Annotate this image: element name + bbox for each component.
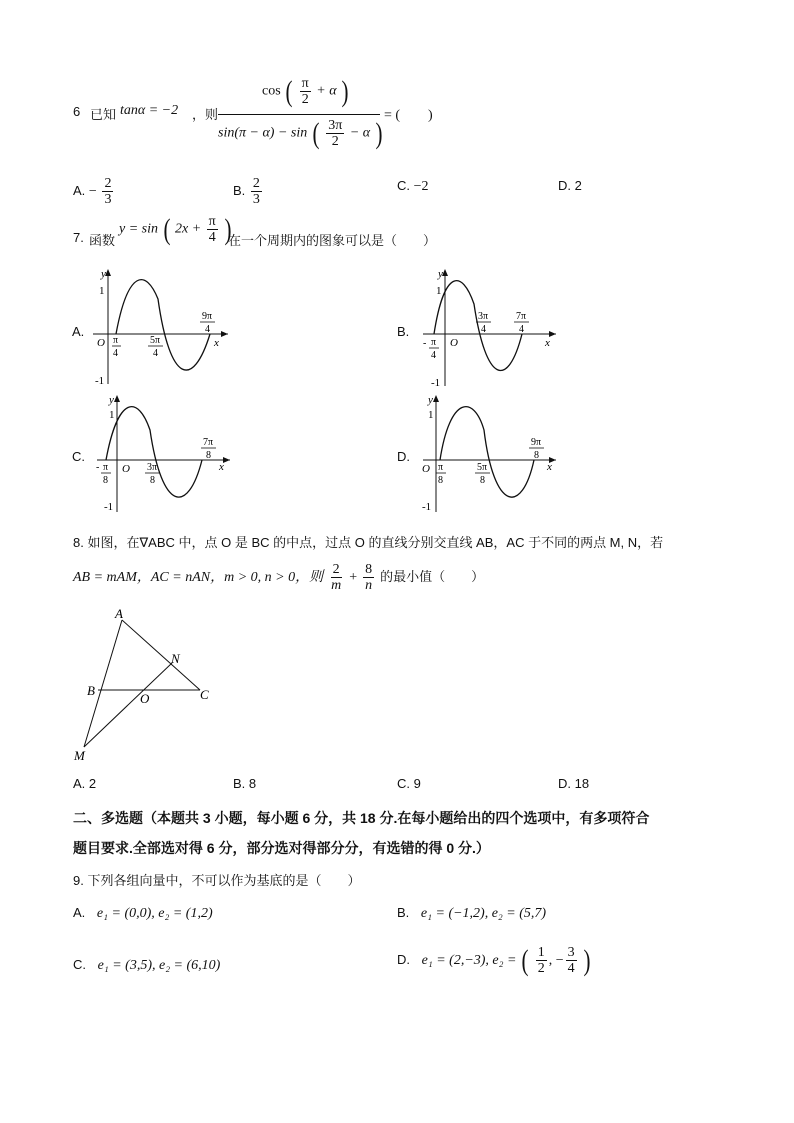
option-sign: −: [88, 183, 97, 199]
q6-option-c[interactable]: [397, 178, 429, 195]
q6-den-part1: sin(π − α) − sin: [218, 125, 308, 141]
q6-equals-blank: = ( ): [384, 108, 433, 123]
q7-graph-c[interactable]: [92, 390, 242, 515]
svg-text:4: 4: [519, 324, 524, 335]
y-one-label: 1: [436, 285, 442, 297]
q6-den-3pi: 3π: [328, 118, 343, 133]
option-label: C.: [73, 957, 86, 972]
q7-arg-pi: π: [208, 214, 216, 229]
q7-option-a-label[interactable]: A.: [72, 324, 85, 339]
q7-arg-4: 4: [208, 230, 216, 245]
q8-stem-line1: 8. 如图，在∇ABC 中，点 O 是 BC 的中点，过点 O 的直线分别交直线 AB，AC 于不同的两点 M, N，若: [73, 535, 664, 550]
option-num: 2: [104, 176, 112, 191]
axis-x-label: x: [214, 337, 219, 349]
option-label: D.: [397, 951, 410, 967]
point-B: B: [87, 683, 95, 698]
svg-text:8: 8: [534, 450, 539, 461]
q6-condition: tanα = −2: [120, 103, 179, 118]
q8-plus: +: [349, 570, 358, 586]
q7-option-b-label[interactable]: B.: [397, 324, 410, 339]
option-label: C.: [397, 178, 410, 193]
q6-den-alpha: − α: [349, 125, 371, 141]
option-value: −2: [413, 179, 429, 194]
y-neg-one-label: -1: [422, 501, 432, 513]
q9-option-d[interactable]: D. e₁ = (2,−3), e₂ = ( $\frac{1}{2}$ , − $\frac{3}{4}$ ): [397, 943, 591, 977]
d-frac1-num: 1: [537, 945, 545, 960]
q8-option-c[interactable]: C. 9: [397, 776, 421, 791]
q7-func-label: y = sin: [119, 221, 158, 237]
q6-fraction-denominator: sin(π − α) − sin ( $\frac{3\pi}{2}$ − α ): [218, 116, 383, 150]
svg-text:9π: 9π: [202, 311, 213, 322]
origin-label: O: [97, 337, 105, 349]
option-label: B.: [233, 182, 246, 198]
svg-text:8: 8: [480, 475, 485, 486]
origin-label: O: [450, 337, 458, 349]
svg-text:π: π: [431, 337, 437, 348]
q6-option-b[interactable]: [233, 176, 264, 207]
q8-triangle-figure: [70, 605, 230, 770]
svg-text:5π: 5π: [150, 335, 161, 346]
point-O: O: [140, 691, 150, 706]
svg-text:3π: 3π: [147, 462, 158, 473]
axis-x-label: x: [545, 337, 550, 349]
point-N: N: [171, 651, 180, 666]
q7-text-period: 在一个周期内的图象可以是（ ）: [228, 233, 437, 248]
q6-den-2: 2: [331, 134, 339, 149]
q6-option-a[interactable]: [73, 176, 115, 207]
point-A: A: [115, 606, 123, 621]
option-label: A.: [73, 905, 86, 920]
option-expr: e₁ = (2,−3), e₂ =: [421, 952, 517, 968]
q7-option-d-label[interactable]: D.: [397, 449, 410, 464]
section2-heading-line2: 题目要求.全部选对得 6 分，部分选对得部分分，有选错的得 0 分.）: [73, 840, 490, 856]
q9-stem: 9. 下列各组向量中，不可以作为基底的是（ ）: [73, 873, 361, 888]
q8-frac2-num: 8: [365, 562, 373, 577]
y-neg-one-label: -1: [95, 375, 105, 387]
option-den: 3: [104, 192, 112, 207]
y-one-label: 1: [109, 409, 115, 421]
d-frac1-den: 2: [537, 961, 545, 976]
q8-stem-line2: [73, 562, 484, 593]
option-expr: e₁ = (3,5), e₂ = (6,10): [97, 958, 221, 973]
svg-text:8: 8: [103, 475, 108, 486]
option-label: B.: [397, 905, 410, 920]
svg-text:3π: 3π: [478, 311, 489, 322]
q6-option-d[interactable]: [558, 178, 582, 193]
svg-text:4: 4: [153, 348, 158, 359]
q7-graph-a[interactable]: [88, 264, 238, 389]
axis-y-label: y: [428, 394, 433, 406]
svg-text:-: -: [96, 462, 100, 473]
section2-heading-line1: 二、多选题（本题共 3 小题，每小题 6 分，共 18 分.在每小题给出的四个选项中，有多项符合: [73, 810, 650, 826]
cos-label: cos: [262, 83, 281, 99]
y-one-label: 1: [99, 285, 105, 297]
option-den: 3: [252, 192, 260, 207]
q9-option-a[interactable]: [73, 905, 213, 922]
option-label: A.: [73, 182, 86, 198]
q8-frac1-den: m: [331, 578, 342, 593]
q9-option-c[interactable]: [73, 957, 220, 974]
q6-num-alpha: + α: [316, 83, 337, 99]
q7-graph-d[interactable]: [418, 390, 568, 515]
q7-option-c-label[interactable]: C.: [72, 449, 85, 464]
y-one-label: 1: [428, 409, 434, 421]
svg-text:4: 4: [481, 324, 486, 335]
q7-function-expr: y = sin ( 2x + $\frac{\pi}{4}$ ): [119, 212, 232, 246]
option-label: D.: [558, 178, 571, 193]
q8-option-b[interactable]: B. 8: [233, 776, 257, 791]
q6-number: 6: [73, 104, 81, 119]
svg-text:π: π: [113, 335, 119, 346]
q6-fraction-numerator: cos ( $\frac{\pi}{2}$ + α ): [262, 74, 349, 108]
svg-text:8: 8: [438, 475, 443, 486]
svg-text:4: 4: [431, 350, 436, 361]
q8-min-value-text: 的最小值（ ）: [380, 569, 485, 585]
q7-text-function: 函数: [89, 233, 116, 248]
option-value: 2: [574, 178, 582, 193]
d-frac2-num: 3: [567, 945, 575, 960]
q8-frac1-num: 2: [332, 562, 340, 577]
axis-y-label: y: [109, 394, 114, 406]
q6-num-2: 2: [301, 92, 309, 107]
origin-label: O: [122, 463, 130, 475]
svg-text:4: 4: [113, 348, 118, 359]
point-M: M: [74, 748, 85, 763]
svg-text:7π: 7π: [516, 311, 527, 322]
y-neg-one-label: -1: [431, 377, 441, 389]
svg-text:8: 8: [206, 450, 211, 461]
axis-y-label: y: [438, 268, 443, 280]
q8-condition: AB = mAM，AC = nAN，m > 0, n > 0，则: [73, 570, 324, 586]
q8-frac2-den: n: [365, 578, 373, 593]
option-expr: e₁ = (−1,2), e₂ = (5,7): [420, 906, 547, 921]
svg-text:9π: 9π: [531, 437, 542, 448]
svg-text:-: -: [423, 338, 427, 349]
q8-option-d[interactable]: D. 18: [558, 776, 590, 791]
axis-x-label: x: [219, 461, 224, 473]
axis-x-label: x: [547, 461, 552, 473]
svg-text:4: 4: [205, 324, 210, 335]
svg-text:7π: 7π: [203, 437, 214, 448]
q7-graph-b[interactable]: [418, 264, 568, 389]
q9-option-b[interactable]: [397, 905, 546, 922]
q6-text-then: ，则: [192, 107, 219, 122]
q6-text-known: 已知: [90, 107, 117, 122]
q7-number: 7.: [73, 230, 84, 245]
option-num: 2: [252, 176, 260, 191]
svg-text:π: π: [438, 462, 444, 473]
y-neg-one-label: -1: [104, 501, 114, 513]
q6-num-pi: π: [301, 76, 309, 91]
d-frac2-den: 4: [567, 961, 575, 976]
svg-text:5π: 5π: [477, 462, 488, 473]
axis-y-label: y: [101, 268, 106, 280]
option-expr: e₁ = (0,0), e₂ = (1,2): [96, 906, 213, 921]
origin-label: O: [422, 463, 430, 475]
svg-text:π: π: [103, 462, 109, 473]
q7-arg-pre: 2x +: [175, 221, 202, 237]
q6-fraction-bar: [218, 114, 380, 115]
point-C: C: [200, 687, 209, 702]
svg-text:8: 8: [150, 475, 155, 486]
q8-option-a[interactable]: A. 2: [73, 776, 97, 791]
